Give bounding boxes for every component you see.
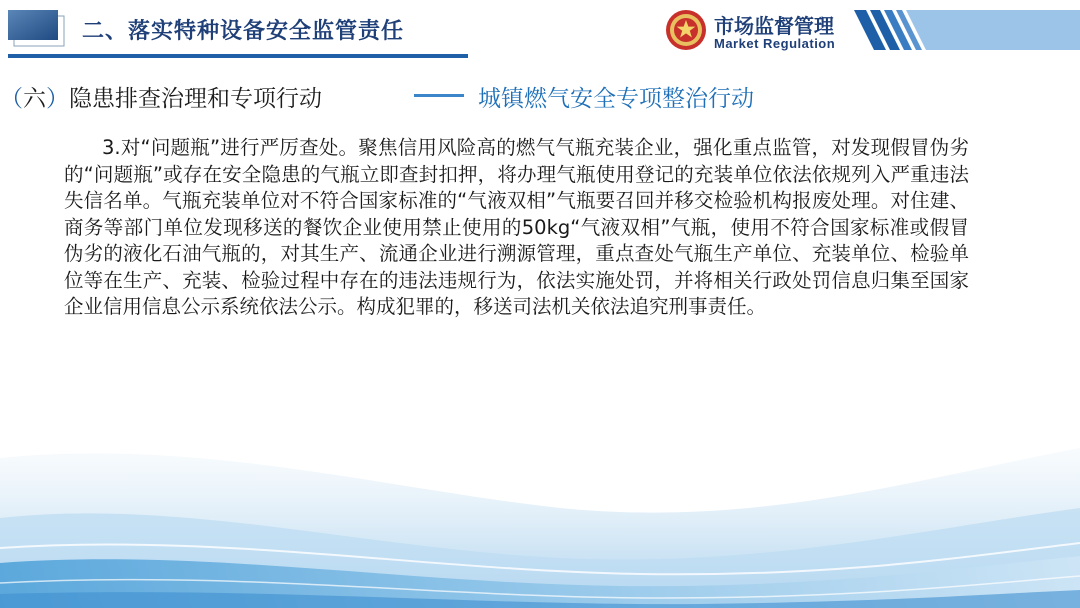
logo-stripes bbox=[854, 10, 1080, 50]
header-rule bbox=[8, 54, 468, 58]
section-subheading: 城镇燃气安全专项整治行动 bbox=[478, 86, 754, 112]
logo-name-cn: 市场监督管理 bbox=[714, 14, 834, 38]
logo-name-en: Market Regulation bbox=[714, 36, 836, 51]
heading-divider bbox=[414, 94, 464, 97]
section-heading bbox=[0, 80, 322, 113]
body-paragraph: 3.对“问题瓶”进行严厉查处。聚焦信用风险高的燃气气瓶充装企业，强化重点监管，对发现假冒伪劣的“问题瓶”或存在安全隐患的气瓶立即查封扣押，将办理气瓶使用登记的充装单位依法依规列入严重违法失信名单。气瓶充装单位对不符合国家标准的“气液双相”气瓶要召回并移交检验机构报废处理。对住建、商务等部门单位发现移送的餐饮企业使用禁止使用的50kg“气液双相”气瓶，使用不符合国家标准或假冒伪劣的液化石油气瓶的，对其生产、流通企业进行溯源管理，重点查处气瓶生产单位、充装单位、检验单位等在生产、充装、检验过程中存在的违法违规行为，依法实施处罚，并将相关行政处罚信息归集至国家企业信用信息公示系统依法公示。构成犯罪的，移送司法机关依法追究刑事责任。 bbox=[64, 136, 969, 318]
emblem-icon bbox=[664, 8, 708, 52]
heading-text: 隐患排查治理和专项行动 bbox=[69, 86, 322, 112]
background-waves bbox=[0, 398, 1080, 608]
heading-paren-open: （ bbox=[0, 86, 23, 112]
page-title: 二、落实特种设备安全监管责任 bbox=[82, 18, 405, 44]
logo bbox=[664, 6, 1080, 54]
heading-number: 六 bbox=[23, 86, 46, 112]
header-decoration bbox=[8, 8, 68, 48]
heading-paren-close: ） bbox=[46, 86, 69, 112]
